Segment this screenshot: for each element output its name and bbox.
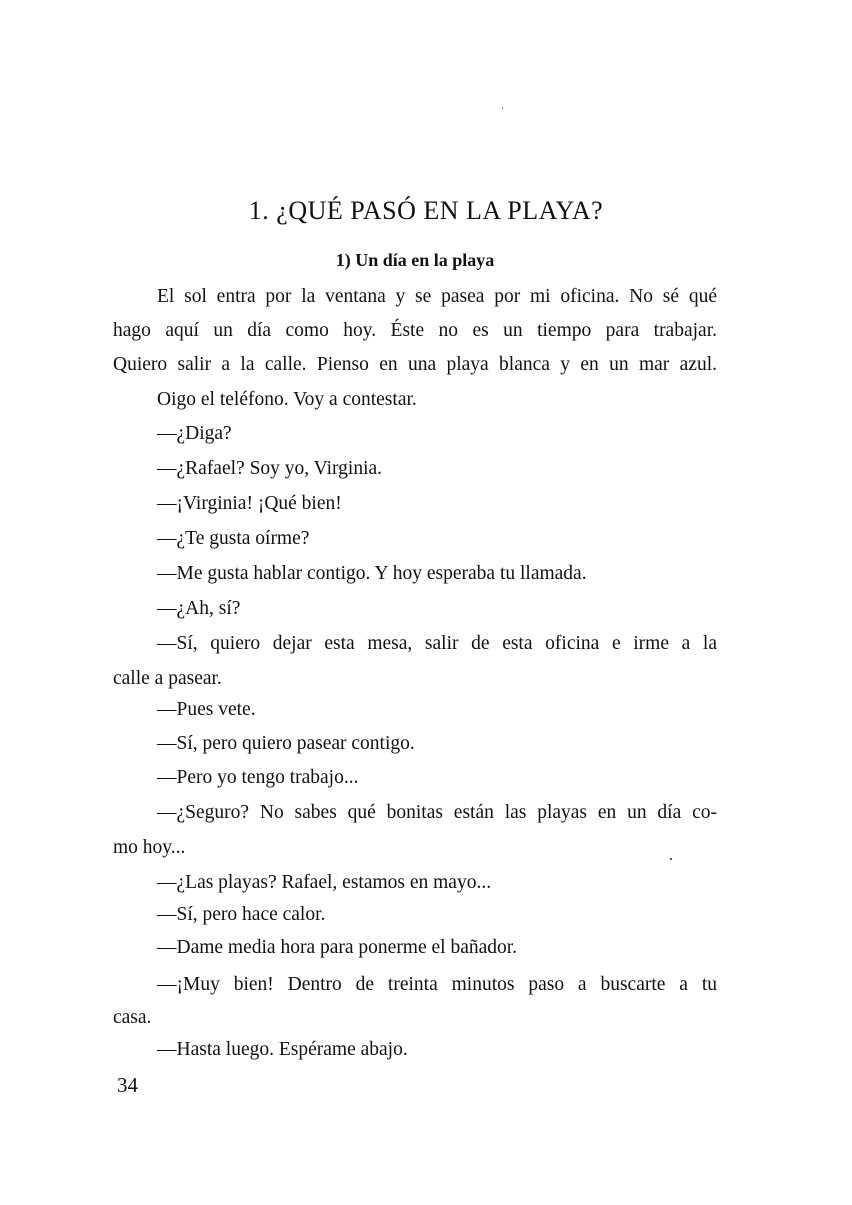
dialogue-line: mo hoy... xyxy=(113,837,186,858)
section-title: 1) Un día en la playa xyxy=(335,250,495,270)
dialogue-line: —¿Seguro? No sabes qué bonitas están las playas en un día co- xyxy=(157,802,717,823)
scan-speck xyxy=(670,858,672,860)
dialogue-line: —¿Diga? xyxy=(157,423,232,444)
page-number: 34 xyxy=(117,1073,138,1097)
paragraph-line: El sol entra por la ventana y se pasea por mi oficina. No sé qué xyxy=(157,286,717,307)
dialogue-line: —Pero yo tengo trabajo... xyxy=(157,767,359,788)
dialogue-line: —Sí, pero quiero pasear contigo. xyxy=(157,733,415,754)
chapter-title: 1. ¿QUÉ PASÓ EN LA PLAYA? xyxy=(248,196,604,225)
dialogue-line: calle a pasear. xyxy=(113,668,222,689)
dialogue-line: —Hasta luego. Espérame abajo. xyxy=(157,1039,408,1060)
dialogue-line: —¿Te gusta oírme? xyxy=(157,528,310,549)
paragraph-line: hago aquí un día como hoy. Éste no es un tiempo para trabajar. xyxy=(113,320,717,341)
scan-speck xyxy=(502,107,503,110)
dialogue-line: casa. xyxy=(113,1007,152,1028)
paragraph-line: Oigo el teléfono. Voy a contestar. xyxy=(157,389,417,410)
dialogue-line: —¿Ah, sí? xyxy=(157,598,241,619)
dialogue-line: —Pues vete. xyxy=(157,699,256,720)
dialogue-line: —Dame media hora para ponerme el bañador. xyxy=(157,937,518,958)
dialogue-line: —¡Muy bien! Dentro de treinta minutos paso a buscarte a tu xyxy=(157,974,717,995)
paragraph-line: Quiero salir a la calle. Pienso en una playa blanca y en un mar azul. xyxy=(113,354,717,375)
dialogue-line: —Sí, quiero dejar esta mesa, salir de esta oficina e irme a la xyxy=(157,633,717,654)
dialogue-line: —¿Rafael? Soy yo, Virginia. xyxy=(157,458,383,479)
dialogue-line: —¡Virginia! ¡Qué bien! xyxy=(157,493,342,514)
dialogue-line: —Sí, pero hace calor. xyxy=(157,904,326,925)
dialogue-line: —Me gusta hablar contigo. Y hoy esperaba tu llamada. xyxy=(157,563,587,584)
dialogue-line: —¿Las playas? Rafael, estamos en mayo... xyxy=(157,872,492,893)
